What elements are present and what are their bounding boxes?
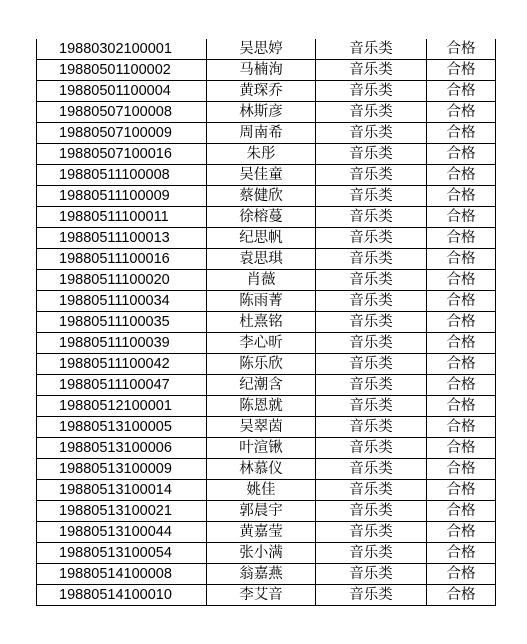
table-row: [37, 102, 496, 123]
student-name-cell: 李艾音: [207, 585, 316, 606]
category-cell: 音乐类: [316, 480, 427, 501]
student-id-cell: 19880512100001: [37, 396, 207, 417]
result-cell: 合格: [427, 270, 496, 291]
student-name-cell: 袁思琪: [207, 249, 316, 270]
student-id-cell: 19880302100001: [37, 39, 207, 60]
category-cell: 音乐类: [316, 522, 427, 543]
category-cell: 音乐类: [316, 585, 427, 606]
result-cell: 合格: [427, 354, 496, 375]
result-cell: 合格: [427, 438, 496, 459]
table-row: [37, 375, 496, 396]
student-id-cell: 19880511100020: [37, 270, 207, 291]
student-id-cell: 19880513100006: [37, 438, 207, 459]
table-row: [37, 543, 496, 564]
table-row: [37, 333, 496, 354]
result-cell: 合格: [427, 501, 496, 522]
table-row: [37, 228, 496, 249]
category-cell: 音乐类: [316, 438, 427, 459]
category-cell: 音乐类: [316, 543, 427, 564]
student-id-cell: 19880514100010: [37, 585, 207, 606]
table-row: [37, 165, 496, 186]
student-name-cell: 朱彤: [207, 144, 316, 165]
result-cell: 合格: [427, 522, 496, 543]
category-cell: 音乐类: [316, 501, 427, 522]
student-id-cell: 19880513100014: [37, 480, 207, 501]
result-cell: 合格: [427, 81, 496, 102]
student-name-cell: 林斯彦: [207, 102, 316, 123]
category-cell: 音乐类: [316, 228, 427, 249]
student-name-cell: 吴佳童: [207, 165, 316, 186]
table-row: [37, 291, 496, 312]
result-cell: 合格: [427, 312, 496, 333]
table-row: [37, 417, 496, 438]
student-name-cell: 陈恩就: [207, 396, 316, 417]
result-cell: 合格: [427, 60, 496, 81]
student-name-cell: 马楠洵: [207, 60, 316, 81]
category-cell: 音乐类: [316, 291, 427, 312]
student-id-cell: 19880513100021: [37, 501, 207, 522]
table-row: [37, 312, 496, 333]
table-row: [37, 501, 496, 522]
category-cell: 音乐类: [316, 354, 427, 375]
student-name-cell: 杜熹铭: [207, 312, 316, 333]
category-cell: 音乐类: [316, 60, 427, 81]
student-name-cell: 张小满: [207, 543, 316, 564]
student-id-cell: 19880507100009: [37, 123, 207, 144]
category-cell: 音乐类: [316, 270, 427, 291]
category-cell: 音乐类: [316, 81, 427, 102]
student-name-cell: 蔡健欣: [207, 186, 316, 207]
result-cell: 合格: [427, 459, 496, 480]
category-cell: 音乐类: [316, 564, 427, 585]
table-row: [37, 354, 496, 375]
table-row: [37, 186, 496, 207]
result-cell: 合格: [427, 543, 496, 564]
student-name-cell: 吴翠茵: [207, 417, 316, 438]
student-name-cell: 纪思帆: [207, 228, 316, 249]
table-row: [37, 60, 496, 81]
student-id-cell: 19880511100039: [37, 333, 207, 354]
student-id-cell: 19880501100004: [37, 81, 207, 102]
category-cell: 音乐类: [316, 312, 427, 333]
student-id-cell: 19880511100008: [37, 165, 207, 186]
student-name-cell: 黄琛乔: [207, 81, 316, 102]
category-cell: 音乐类: [316, 102, 427, 123]
student-name-cell: 林慕仪: [207, 459, 316, 480]
student-id-cell: 19880511100035: [37, 312, 207, 333]
student-name-cell: 黄嘉莹: [207, 522, 316, 543]
student-name-cell: 徐榕蔓: [207, 207, 316, 228]
table-row: [37, 39, 496, 60]
result-cell: 合格: [427, 291, 496, 312]
student-name-cell: 周南希: [207, 123, 316, 144]
result-cell: 合格: [427, 144, 496, 165]
result-cell: 合格: [427, 39, 496, 60]
table-row: [37, 396, 496, 417]
result-cell: 合格: [427, 480, 496, 501]
result-cell: 合格: [427, 564, 496, 585]
table-row: [37, 249, 496, 270]
category-cell: 音乐类: [316, 207, 427, 228]
result-cell: 合格: [427, 375, 496, 396]
category-cell: 音乐类: [316, 375, 427, 396]
student-name-cell: 翁嘉燕: [207, 564, 316, 585]
student-id-cell: 19880511100013: [37, 228, 207, 249]
table-row: [37, 564, 496, 585]
table-row: [37, 480, 496, 501]
category-cell: 音乐类: [316, 249, 427, 270]
table-row: [37, 459, 496, 480]
student-id-cell: 19880513100044: [37, 522, 207, 543]
result-cell: 合格: [427, 102, 496, 123]
student-name-cell: 吴思婷: [207, 39, 316, 60]
result-cell: 合格: [427, 396, 496, 417]
student-id-cell: 19880511100047: [37, 375, 207, 396]
student-name-cell: 李心昕: [207, 333, 316, 354]
result-cell: 合格: [427, 585, 496, 606]
table-row: [37, 207, 496, 228]
student-id-cell: 19880511100034: [37, 291, 207, 312]
student-id-cell: 19880513100009: [37, 459, 207, 480]
student-id-cell: 19880507100016: [37, 144, 207, 165]
result-cell: 合格: [427, 123, 496, 144]
student-id-cell: 19880513100054: [37, 543, 207, 564]
category-cell: 音乐类: [316, 459, 427, 480]
category-cell: 音乐类: [316, 333, 427, 354]
results-table-body: [37, 39, 496, 606]
category-cell: 音乐类: [316, 39, 427, 60]
student-name-cell: 姚佳: [207, 480, 316, 501]
student-name-cell: 肖薇: [207, 270, 316, 291]
student-id-cell: 19880511100016: [37, 249, 207, 270]
table-row: [37, 438, 496, 459]
student-name-cell: 陈乐欣: [207, 354, 316, 375]
category-cell: 音乐类: [316, 186, 427, 207]
result-cell: 合格: [427, 165, 496, 186]
category-cell: 音乐类: [316, 144, 427, 165]
student-name-cell: 郭晨宇: [207, 501, 316, 522]
student-name-cell: 纪潮含: [207, 375, 316, 396]
table-row: [37, 123, 496, 144]
result-cell: 合格: [427, 249, 496, 270]
table-row: [37, 270, 496, 291]
table-row: [37, 81, 496, 102]
student-id-cell: 19880511100009: [37, 186, 207, 207]
category-cell: 音乐类: [316, 396, 427, 417]
category-cell: 音乐类: [316, 165, 427, 186]
table-row: [37, 585, 496, 606]
result-cell: 合格: [427, 186, 496, 207]
student-id-cell: 19880501100002: [37, 60, 207, 81]
student-id-cell: 19880513100005: [37, 417, 207, 438]
result-cell: 合格: [427, 207, 496, 228]
table-row: [37, 144, 496, 165]
result-cell: 合格: [427, 228, 496, 249]
results-table: [36, 39, 496, 606]
category-cell: 音乐类: [316, 123, 427, 144]
table-row: [37, 522, 496, 543]
student-id-cell: 19880511100011: [37, 207, 207, 228]
result-cell: 合格: [427, 417, 496, 438]
student-id-cell: 19880507100008: [37, 102, 207, 123]
result-cell: 合格: [427, 333, 496, 354]
student-name-cell: 陈雨菁: [207, 291, 316, 312]
student-id-cell: 19880514100008: [37, 564, 207, 585]
category-cell: 音乐类: [316, 417, 427, 438]
student-id-cell: 19880511100042: [37, 354, 207, 375]
student-name-cell: 叶渲锹: [207, 438, 316, 459]
